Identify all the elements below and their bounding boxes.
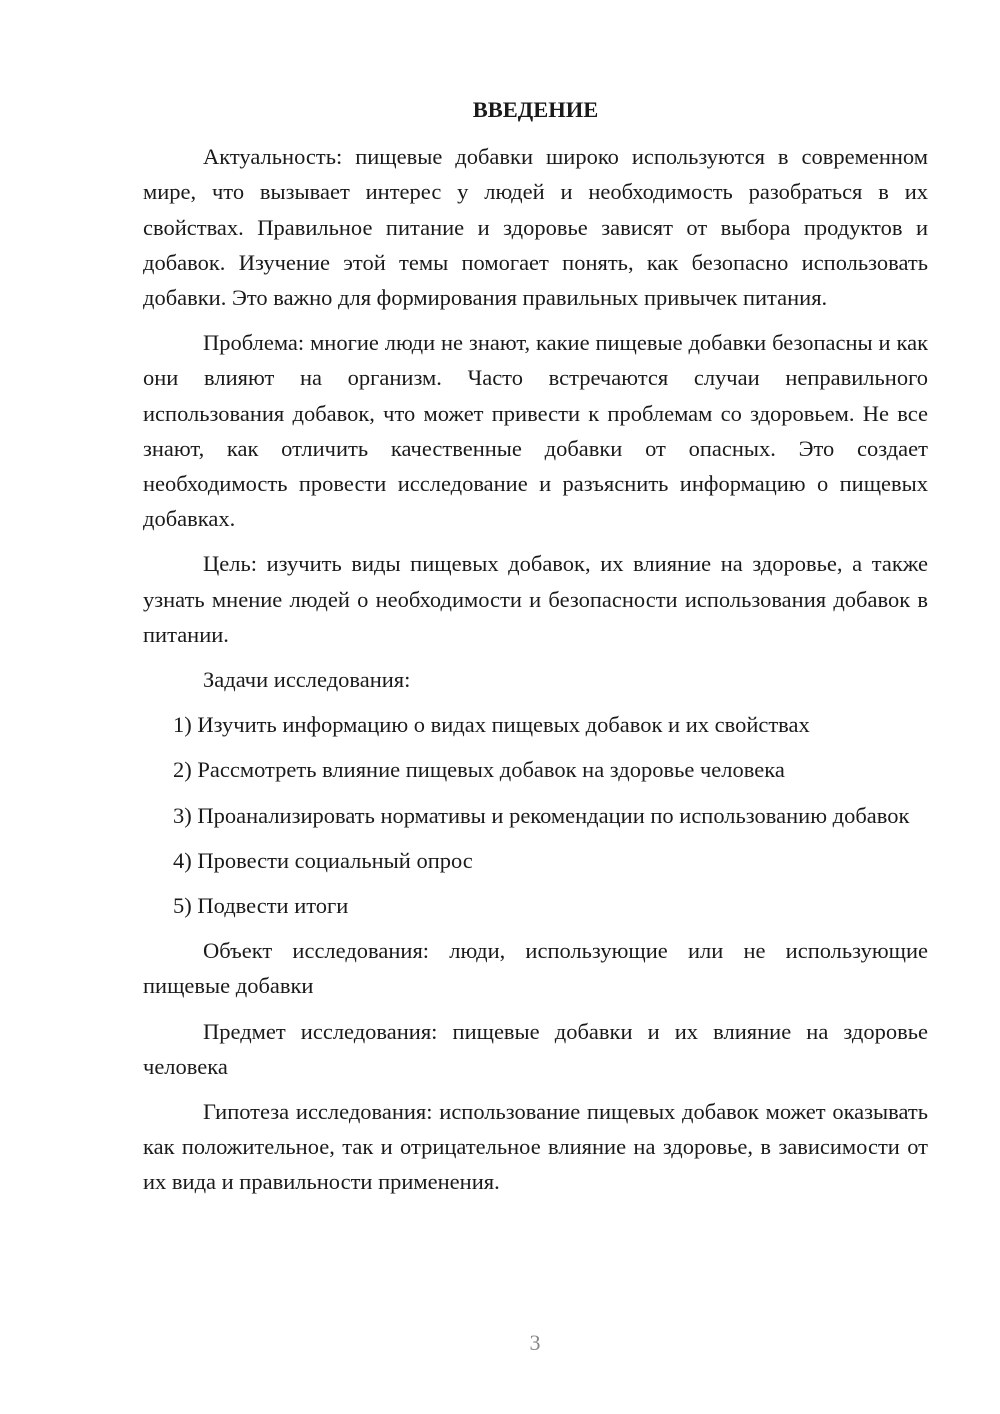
- goal-paragraph: Цель: изучить виды пищевых добавок, их влияние на здоровье, а также узнать мнение людей о необходимости и безопасности использования добавок в питании.: [143, 551, 928, 647]
- subject-paragraph: Предмет исследования: пищевые добавки и их влияние на здоровье человека: [143, 1018, 928, 1079]
- task-item-5: 5) Подвести итоги: [173, 893, 349, 919]
- page-number: 3: [529, 1330, 541, 1355]
- problem-paragraph: Проблема: многие люди не знают, какие пищевые добавки безопасны и как они влияют на организм. Часто встречаются случаи неправильного использования добавок, что может привести к проблемам со здоровьем. Не все знают, как отличить качественные добавки от опасных. Это создает необходимость провести исследование и разъяснить информацию о пищевых добавках.: [143, 330, 928, 532]
- task-item-3: 3) Проанализировать нормативы и рекомендации по использованию добавок: [173, 802, 910, 828]
- relevance-paragraph: Актуальность: пищевые добавки широко используются в современном мире, что вызывает интерес у людей и необходимость разобраться в их свойствах. Правильное питание и здоровье зависят от выбора продуктов и добавок. Изучение этой темы помогает понять, как безопасно использовать добавки. Это важно для формирования правильных привычек питания.: [143, 144, 928, 311]
- object-paragraph: Объект исследования: люди, использующие или не использующие пищевые добавки: [143, 938, 928, 999]
- hypothesis-paragraph: Гипотеза исследования: использование пищевых добавок может оказывать как положительное, так и отрицательное влияние на здоровье, в зависимости от их вида и правильности применения.: [143, 1099, 928, 1195]
- task-item-2: 2) Рассмотреть влияние пищевых добавок на здоровье человека: [173, 757, 785, 783]
- task-item-4: 4) Провести социальный опрос: [173, 847, 473, 873]
- page-title: ВВЕДЕНИЕ: [472, 97, 599, 122]
- document-page: [143, 92, 928, 1200]
- tasks-heading: Задачи исследования:: [203, 667, 411, 693]
- task-item-1: 1) Изучить информацию о видах пищевых добавок и их свойствах: [173, 712, 810, 738]
